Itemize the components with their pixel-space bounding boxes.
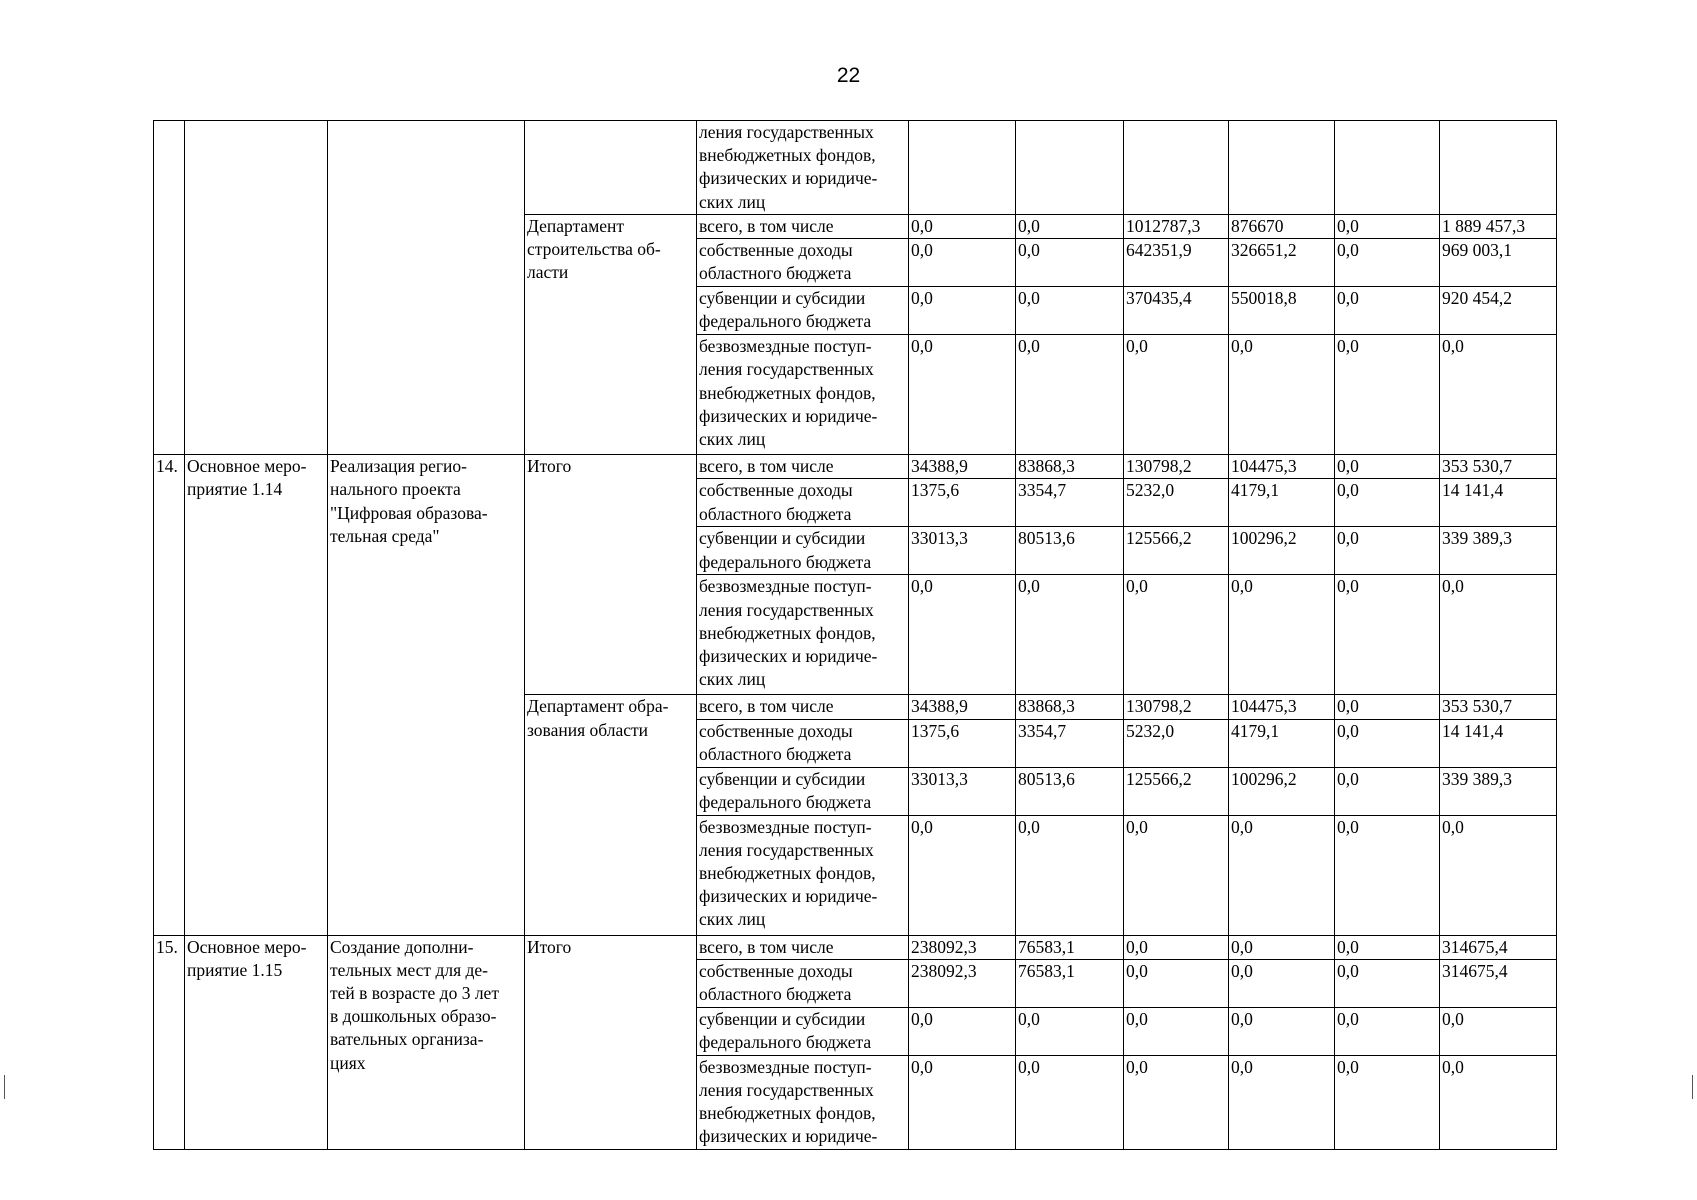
value-cell: 370435,4 xyxy=(1124,287,1229,335)
row-number-cell: 15. xyxy=(154,935,185,1149)
margin-mark xyxy=(1692,1075,1693,1099)
value-cell: 238092,3 xyxy=(909,959,1016,1007)
value-cell: 0,0 xyxy=(1335,1007,1440,1055)
value-cell: 3354,7 xyxy=(1016,719,1124,767)
value-cell: 0,0 xyxy=(1335,719,1440,767)
value-cell xyxy=(1016,121,1124,215)
funding-source-cell: безвозмездные поступ- ления государственных внебюджетных фондов, физических и юридиче- ских лиц xyxy=(697,575,909,695)
funding-source-cell: ления государственных внебюджетных фондов, физических и юридиче- ских лиц xyxy=(697,121,909,215)
value-cell: 0,0 xyxy=(1440,1007,1557,1055)
value-cell: 642351,9 xyxy=(1124,239,1229,287)
table-row xyxy=(154,121,1557,215)
activity-cell: Основное меро- приятие 1.15 xyxy=(185,935,328,1149)
value-cell: 0,0 xyxy=(1124,575,1229,695)
value-cell: 100296,2 xyxy=(1229,767,1335,815)
value-cell: 339 389,3 xyxy=(1440,527,1557,575)
value-cell: 0,0 xyxy=(1016,1055,1124,1149)
funding-source-cell: всего, в том числе xyxy=(697,215,909,239)
funding-source-cell: субвенции и субсидии федерального бюджета xyxy=(697,1007,909,1055)
value-cell: 76583,1 xyxy=(1016,935,1124,959)
value-cell: 80513,6 xyxy=(1016,527,1124,575)
value-cell: 0,0 xyxy=(1229,935,1335,959)
value-cell: 0,0 xyxy=(1229,1055,1335,1149)
activity-name-cell: Создание дополни- тельных мест для де- тей в возрасте до 3 лет в дошкольных образо- вательных организа- циях xyxy=(328,935,525,1149)
value-cell: 353 530,7 xyxy=(1440,455,1557,479)
value-cell: 0,0 xyxy=(1229,959,1335,1007)
value-cell: 0,0 xyxy=(1016,239,1124,287)
value-cell: 0,0 xyxy=(1440,335,1557,455)
funding-source-cell: всего, в том числе xyxy=(697,695,909,719)
value-cell: 130798,2 xyxy=(1124,455,1229,479)
row-number-cell: 14. xyxy=(154,455,185,935)
activity-name-cell: Реализация регио- нального проекта "Цифровая образова- тельная среда" xyxy=(328,455,525,935)
value-cell: 5232,0 xyxy=(1124,479,1229,527)
funding-source-cell: субвенции и субсидии федерального бюджета xyxy=(697,287,909,335)
value-cell: 920 454,2 xyxy=(1440,287,1557,335)
value-cell: 125566,2 xyxy=(1124,767,1229,815)
value-cell xyxy=(1440,121,1557,215)
value-cell: 0,0 xyxy=(1124,959,1229,1007)
value-cell: 34388,9 xyxy=(909,455,1016,479)
activity-cell: Основное меро- приятие 1.14 xyxy=(185,455,328,935)
value-cell: 5232,0 xyxy=(1124,719,1229,767)
value-cell: 314675,4 xyxy=(1440,959,1557,1007)
value-cell: 0,0 xyxy=(1335,959,1440,1007)
funding-source-cell: собственные доходы областного бюджета xyxy=(697,959,909,1007)
funding-source-cell: субвенции и субсидии федерального бюджета xyxy=(697,527,909,575)
row-number-cell xyxy=(154,121,185,455)
value-cell: 0,0 xyxy=(1016,575,1124,695)
value-cell: 0,0 xyxy=(1229,335,1335,455)
value-cell: 0,0 xyxy=(909,239,1016,287)
value-cell xyxy=(909,121,1016,215)
table-row xyxy=(154,935,1557,959)
value-cell: 0,0 xyxy=(1335,815,1440,935)
table-row xyxy=(154,455,1557,479)
value-cell xyxy=(1229,121,1335,215)
value-cell: 0,0 xyxy=(1335,767,1440,815)
value-cell: 3354,7 xyxy=(1016,479,1124,527)
value-cell: 0,0 xyxy=(1229,815,1335,935)
value-cell: 0,0 xyxy=(1335,527,1440,575)
value-cell: 1375,6 xyxy=(909,479,1016,527)
value-cell: 83868,3 xyxy=(1016,455,1124,479)
value-cell: 0,0 xyxy=(1016,287,1124,335)
value-cell: 14 141,4 xyxy=(1440,479,1557,527)
budget-table xyxy=(153,120,1557,1150)
value-cell: 0,0 xyxy=(1016,215,1124,239)
value-cell: 0,0 xyxy=(909,1007,1016,1055)
value-cell: 0,0 xyxy=(1440,575,1557,695)
value-cell: 0,0 xyxy=(1016,335,1124,455)
value-cell: 0,0 xyxy=(1124,815,1229,935)
value-cell: 0,0 xyxy=(1335,239,1440,287)
value-cell: 14 141,4 xyxy=(1440,719,1557,767)
value-cell xyxy=(1124,121,1229,215)
funding-source-cell: всего, в том числе xyxy=(697,935,909,959)
value-cell: 0,0 xyxy=(1016,1007,1124,1055)
value-cell: 0,0 xyxy=(909,335,1016,455)
funding-source-cell: всего, в том числе xyxy=(697,455,909,479)
value-cell: 4179,1 xyxy=(1229,479,1335,527)
value-cell: 0,0 xyxy=(1335,455,1440,479)
value-cell: 0,0 xyxy=(1124,1007,1229,1055)
value-cell: 83868,3 xyxy=(1016,695,1124,719)
value-cell: 1 889 457,3 xyxy=(1440,215,1557,239)
value-cell: 0,0 xyxy=(1335,335,1440,455)
value-cell: 104475,3 xyxy=(1229,455,1335,479)
executor-cell: Департамент обра- зования области xyxy=(525,695,697,935)
value-cell: 0,0 xyxy=(909,1055,1016,1149)
value-cell: 33013,3 xyxy=(909,767,1016,815)
value-cell: 0,0 xyxy=(1229,1007,1335,1055)
funding-source-cell: субвенции и субсидии федерального бюджета xyxy=(697,767,909,815)
funding-source-cell: безвозмездные поступ- ления государственных внебюджетных фондов, физических и юридиче- ских лиц xyxy=(697,815,909,935)
value-cell: 353 530,7 xyxy=(1440,695,1557,719)
value-cell: 339 389,3 xyxy=(1440,767,1557,815)
value-cell: 4179,1 xyxy=(1229,719,1335,767)
value-cell: 0,0 xyxy=(1440,815,1557,935)
value-cell: 0,0 xyxy=(909,815,1016,935)
value-cell: 0,0 xyxy=(1335,935,1440,959)
funding-source-cell: безвозмездные поступ- ления государственных внебюджетных фондов, физических и юридиче- xyxy=(697,1055,909,1149)
value-cell: 0,0 xyxy=(1335,695,1440,719)
value-cell: 130798,2 xyxy=(1124,695,1229,719)
value-cell: 238092,3 xyxy=(909,935,1016,959)
value-cell: 314675,4 xyxy=(1440,935,1557,959)
value-cell: 0,0 xyxy=(1440,1055,1557,1149)
value-cell: 0,0 xyxy=(1124,335,1229,455)
value-cell xyxy=(1335,121,1440,215)
value-cell: 0,0 xyxy=(1124,1055,1229,1149)
funding-source-cell: собственные доходы областного бюджета xyxy=(697,479,909,527)
value-cell: 0,0 xyxy=(909,287,1016,335)
value-cell: 0,0 xyxy=(1335,575,1440,695)
value-cell: 104475,3 xyxy=(1229,695,1335,719)
value-cell: 876670 xyxy=(1229,215,1335,239)
executor-cell xyxy=(525,121,697,215)
funding-source-cell: собственные доходы областного бюджета xyxy=(697,239,909,287)
value-cell: 0,0 xyxy=(909,215,1016,239)
value-cell: 0,0 xyxy=(1229,575,1335,695)
value-cell: 34388,9 xyxy=(909,695,1016,719)
value-cell: 100296,2 xyxy=(1229,527,1335,575)
value-cell: 1375,6 xyxy=(909,719,1016,767)
value-cell: 0,0 xyxy=(1335,287,1440,335)
value-cell: 0,0 xyxy=(1335,479,1440,527)
margin-mark xyxy=(4,1075,5,1099)
value-cell: 0,0 xyxy=(909,575,1016,695)
value-cell: 80513,6 xyxy=(1016,767,1124,815)
value-cell: 969 003,1 xyxy=(1440,239,1557,287)
value-cell: 0,0 xyxy=(1335,1055,1440,1149)
funding-source-cell: безвозмездные поступ- ления государственных внебюджетных фондов, физических и юридиче- ских лиц xyxy=(697,335,909,455)
funding-source-cell: собственные доходы областного бюджета xyxy=(697,719,909,767)
activity-cell xyxy=(185,121,328,455)
executor-cell: Итого xyxy=(525,935,697,1149)
activity-name-cell xyxy=(328,121,525,455)
value-cell: 550018,8 xyxy=(1229,287,1335,335)
value-cell: 0,0 xyxy=(1335,215,1440,239)
executor-cell: Департамент строительства об- ласти xyxy=(525,215,697,455)
value-cell: 76583,1 xyxy=(1016,959,1124,1007)
value-cell: 1012787,3 xyxy=(1124,215,1229,239)
value-cell: 0,0 xyxy=(1124,935,1229,959)
value-cell: 125566,2 xyxy=(1124,527,1229,575)
page-number: 22 xyxy=(836,64,861,87)
value-cell: 33013,3 xyxy=(909,527,1016,575)
value-cell: 326651,2 xyxy=(1229,239,1335,287)
executor-cell: Итого xyxy=(525,455,697,695)
value-cell: 0,0 xyxy=(1016,815,1124,935)
